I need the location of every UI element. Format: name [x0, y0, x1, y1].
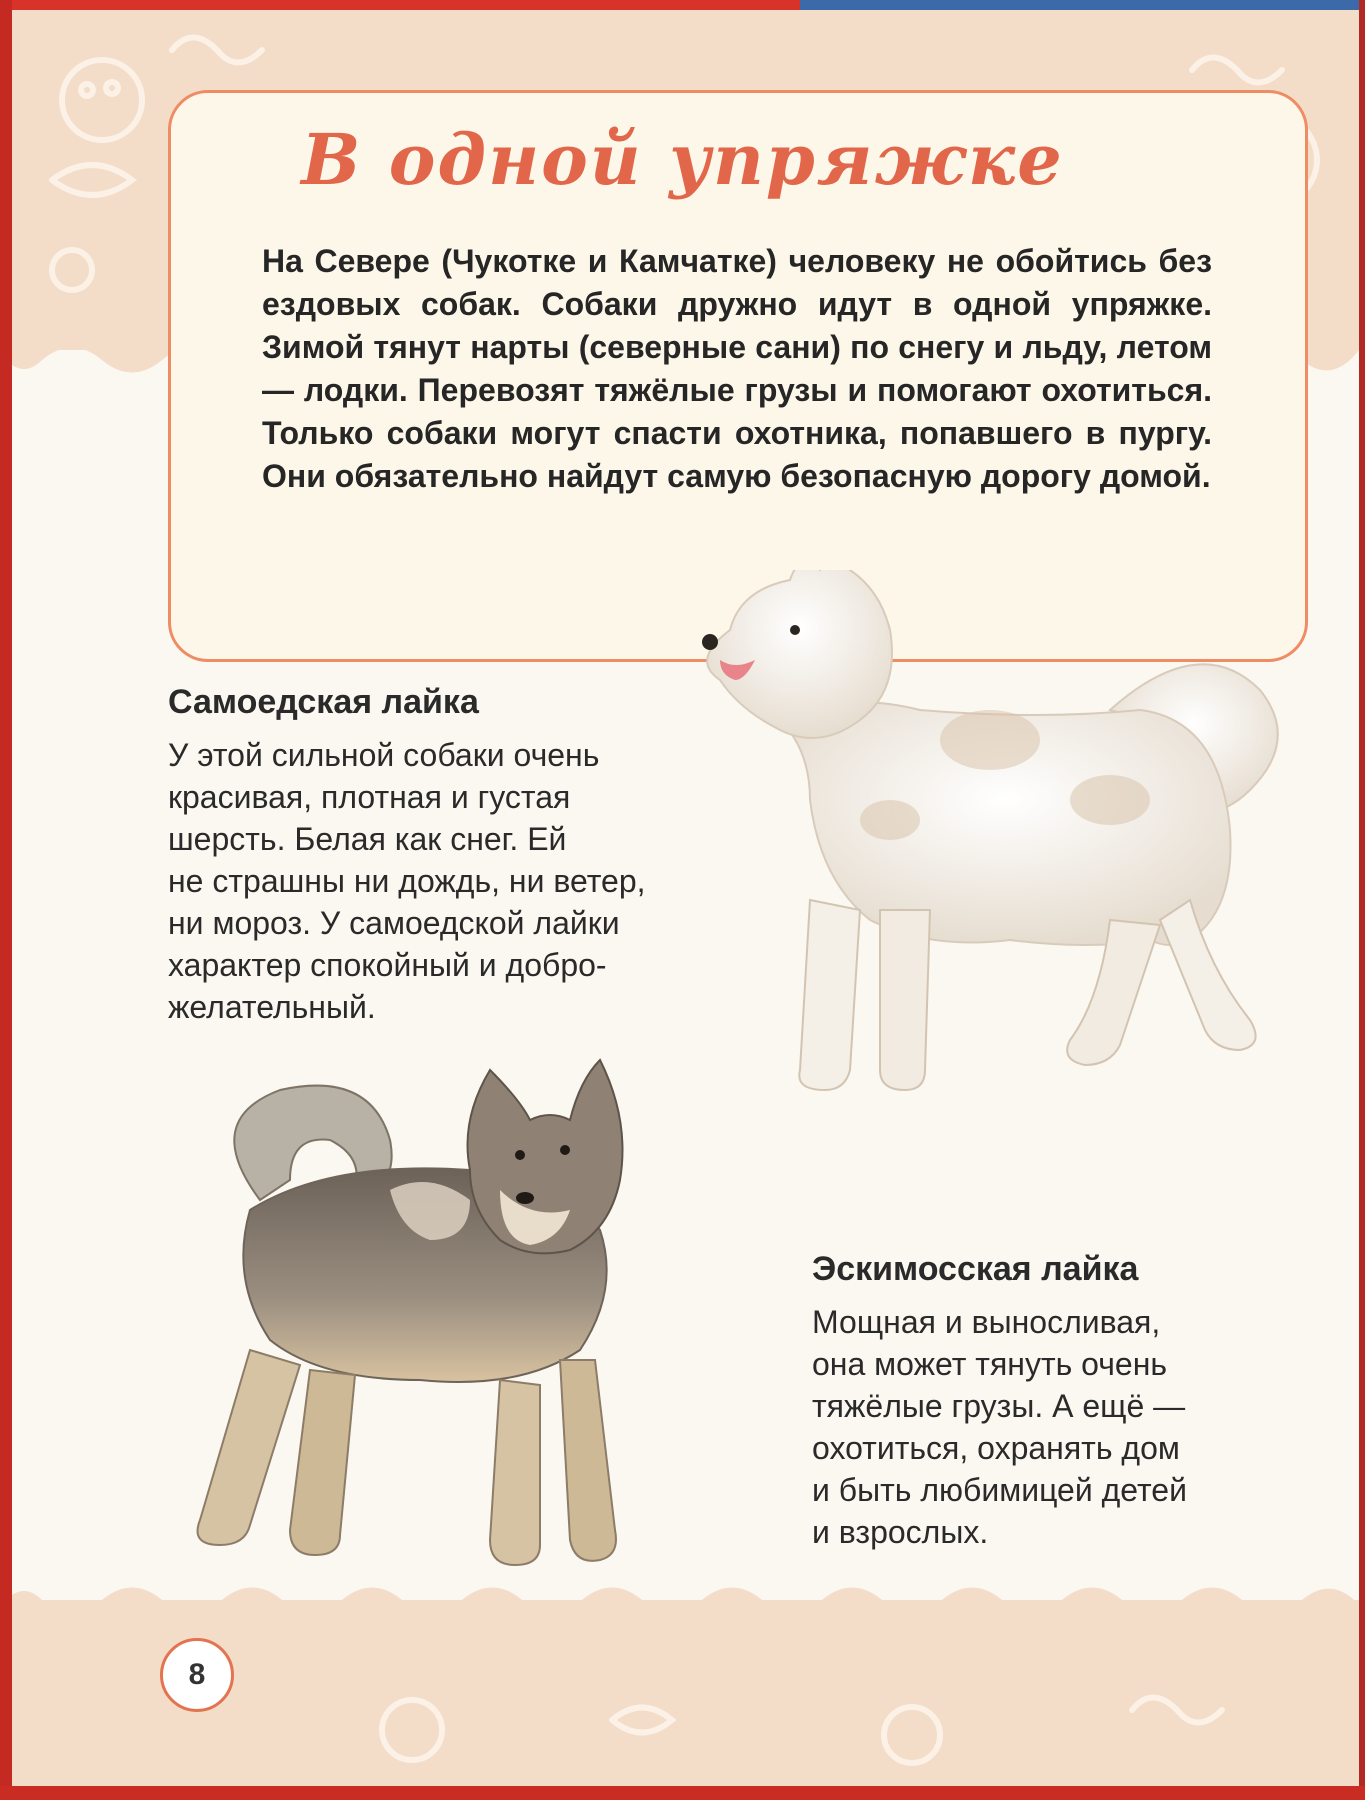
- eskimo-description: Мощная и выносливая, она может тянуть очень тяжёлые грузы. А ещё — охотиться, охранять дом и быть любимицей детей и взрослых.: [812, 1304, 1187, 1550]
- page-number: 8: [160, 1638, 234, 1712]
- bottom-page-edge: [0, 1786, 1365, 1800]
- samoyed-description: У этой сильной собаки очень красивая, плотная и густая шерсть. Белая как снег. Ей не страшны ни дождь, ни ветер, ни мороз. У самоедской лайки характер спокойный и добро- желательный.: [168, 737, 646, 1025]
- right-page-edge: [1359, 0, 1365, 1800]
- top-page-edge: [0, 0, 1365, 10]
- samoyed-title: Самоедская лайка: [168, 683, 479, 721]
- intro-paragraph: На Севере (Чукотке и Камчатке) человеку не обойтись без ездовых собак. Собаки дружно идут в одной упряжке. Зимой тянут нарты (северные сани) по снегу и льду, летом — лодки. Перевозят тяжёлые грузы и помогают охотиться. Только собаки могут спасти охотника, попавшего в пургу. Они обязательно найдут самую безопасную дорогу домой.: [262, 243, 1212, 494]
- eskimo-title: Эскимосская лайка: [812, 1250, 1139, 1288]
- samoyed-dog-illustration: [690, 570, 1310, 1130]
- eskimo-dog-illustration: [140, 1050, 760, 1610]
- page-title: В одной упряжке: [301, 118, 1064, 201]
- left-page-edge: [0, 0, 12, 1800]
